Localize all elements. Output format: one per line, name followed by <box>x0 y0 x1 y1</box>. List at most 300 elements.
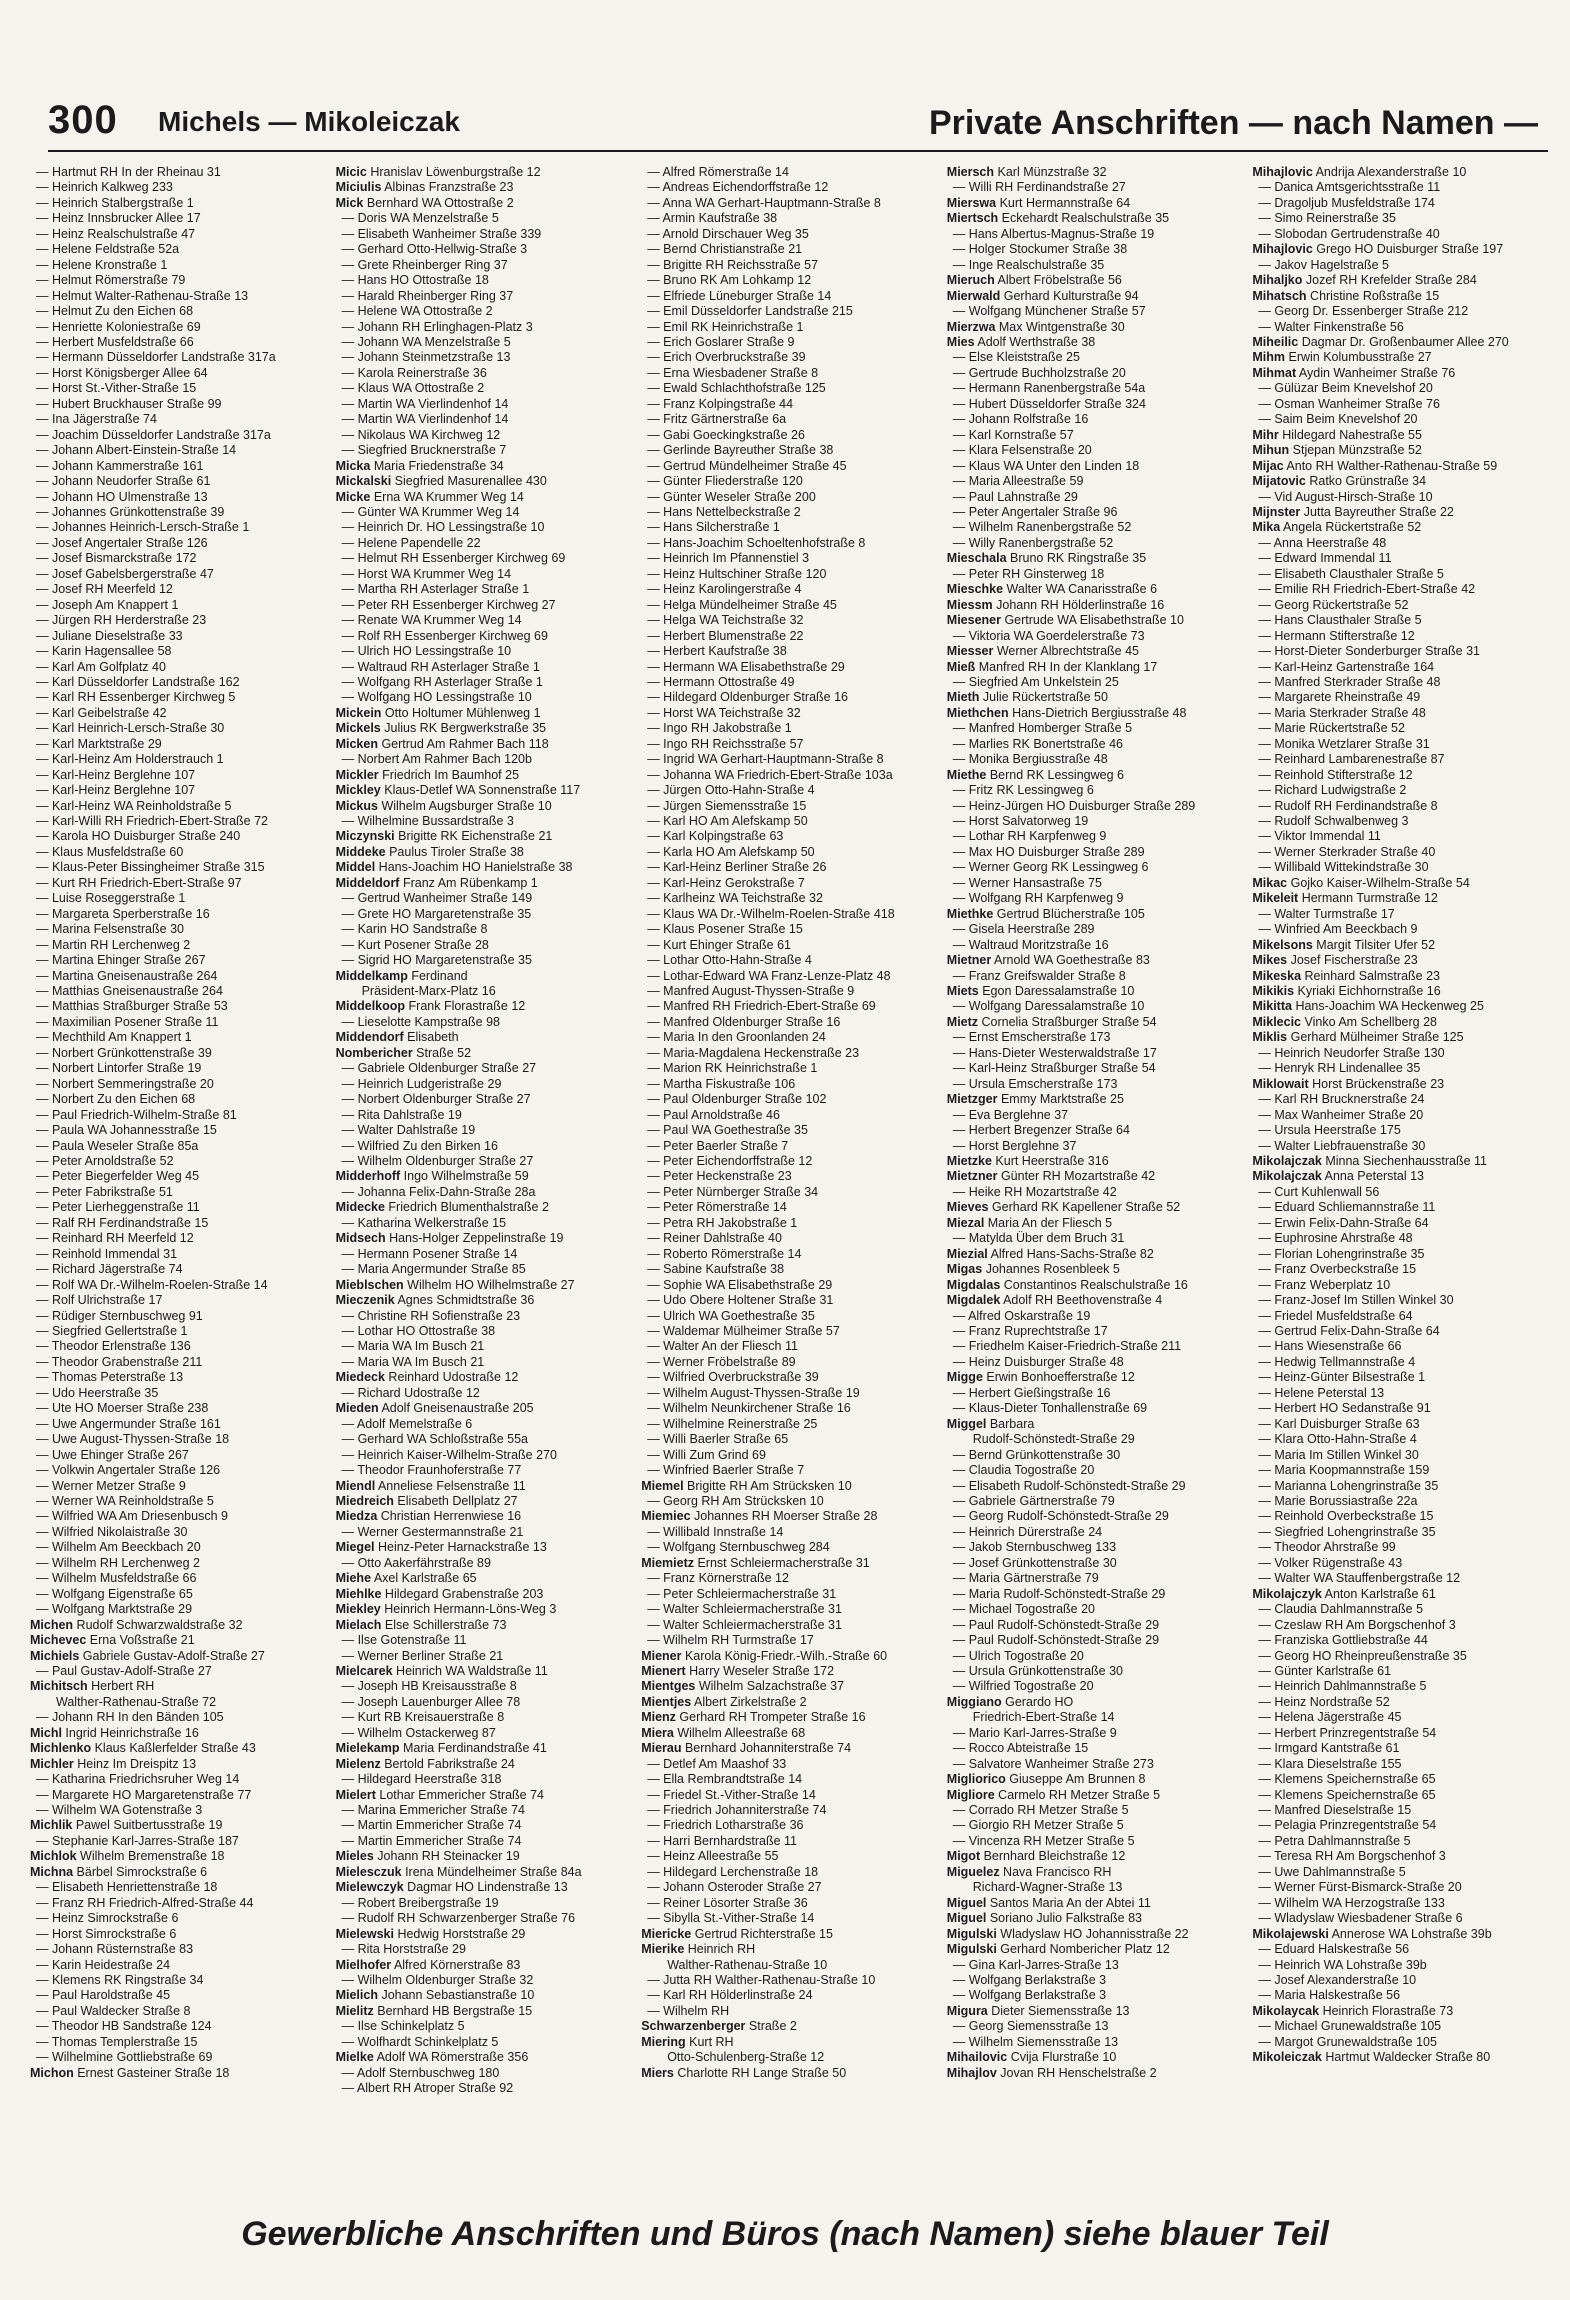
surname: Mielenz <box>335 1756 381 1771</box>
surname: Michon <box>30 2065 74 2080</box>
directory-entry: — Wilhelm Musfeldstraße 66 <box>36 1571 197 1586</box>
directory-entry: — Gisela Heerstraße 289 <box>952 922 1095 937</box>
directory-entry: — Richard Jägerstraße 74 <box>36 1262 183 1277</box>
directory-columns <box>30 165 1550 2200</box>
directory-entry: — Walter An der Fliesch 11 <box>647 1339 798 1354</box>
directory-entry: Migliorico Giuseppe Am Brunnen 8 <box>946 1772 1146 1787</box>
directory-entry: Mihajlovic Andrija Alexanderstraße 10 <box>1252 165 1467 179</box>
directory-entry: — Heinrich Kalkweg 233 <box>36 180 173 195</box>
directory-entry: Miegel Heinz-Peter Harnackstraße 13 <box>335 1540 547 1555</box>
surname: Mihmat <box>1252 365 1297 380</box>
directory-entry: Mietner Arnold WA Goethestraße 83 <box>946 953 1150 968</box>
surname: Mikikis <box>1252 984 1295 999</box>
directory-entry: — Franz Greifswalder Straße 8 <box>952 968 1126 983</box>
directory-entry: — Fritz RK Lessingweg 6 <box>952 783 1094 798</box>
directory-entry: — Georg Siemensstraße 13 <box>952 2019 1109 2034</box>
directory-entry: Mihatsch Christine Roßstraße 15 <box>1252 288 1440 303</box>
directory-entry: Mikolajczyk Anton Karlstraße 61 <box>1252 1586 1436 1601</box>
directory-entry: — Siegfried Am Unkelstein 25 <box>952 674 1119 689</box>
directory-entry: Mickley Klaus-Detlef WA Sonnenstraße 117 <box>335 783 581 798</box>
directory-entry: — Uwe Ehinger Straße 267 <box>36 1447 189 1462</box>
directory-entry: — Irmgard Kantstraße 61 <box>1258 1741 1400 1756</box>
directory-entry: — Erwin Felix-Dahn-Straße 64 <box>1258 1215 1429 1230</box>
surname: Mikoleiczak <box>1252 2050 1322 2065</box>
directory-entry: Michevec Erna Voßstraße 21 <box>30 1633 195 1648</box>
directory-entry: — Maria WA Im Busch 21 <box>341 1354 485 1369</box>
directory-entry: — Czeslaw RH Am Borgschenhof 3 <box>1258 1617 1456 1632</box>
directory-entry: — Monika Bergiusstraße 48 <box>952 752 1108 767</box>
surname: Migot <box>946 1849 981 1864</box>
directory-entry: — Wolfgang HO Lessingstraße 10 <box>341 690 532 705</box>
surname: Miekley <box>335 1602 381 1617</box>
surname: Mieblschen <box>335 1277 404 1292</box>
surname: Miedeck <box>335 1370 385 1385</box>
surname: Mielitz <box>335 2003 374 2018</box>
directory-entry: — Werner Hansastraße 75 <box>952 875 1102 890</box>
directory-entry: Miezal Maria An der Fliesch 5 <box>946 1215 1113 1230</box>
directory-entry: — Uwe Angermunder Straße 161 <box>36 1416 221 1431</box>
surname: Miemietz <box>641 1555 694 1570</box>
directory-entry: Mikolaycak Heinrich Florastraße 73 <box>1252 2003 1454 2018</box>
directory-column-4 <box>947 165 1245 2200</box>
directory-entry: — Hubert Düsseldorfer Straße 324 <box>952 396 1146 411</box>
directory-entry: — Fritz Gärtnerstraße 6a <box>647 412 787 427</box>
directory-entry: — Bruno RK Am Lohkamp 12 <box>647 273 812 288</box>
directory-entry: Middelkoop Frank Florastraße 12 <box>335 999 526 1014</box>
directory-entry: Miguel Santos Maria An der Abtei 11 <box>946 1895 1151 1910</box>
directory-entry: Mientges Wilhelm Salzachstraße 37 <box>641 1679 845 1694</box>
surname: Mihajlovic <box>1252 242 1313 257</box>
directory-entry: Mieschke Walter WA Canarisstraße 6 <box>946 582 1158 597</box>
surname: Miguel <box>946 1895 987 1910</box>
directory-entry: — Volkwin Angertaler Straße 126 <box>36 1463 221 1478</box>
directory-entry: Mietzner Günter RH Mozartstraße 42 <box>946 1169 1156 1184</box>
directory-entry: — Petra Dahlmannstraße 5 <box>1258 1833 1411 1848</box>
directory-entry: Mikolajewski Annerose WA Lohstraße 39b <box>1252 1926 1492 1941</box>
directory-entry: — Martha Fiskustraße 106 <box>647 1076 796 1091</box>
directory-entry: Miener Karola König-Friedr.-Wilh.-Straße 60 <box>641 1648 888 1663</box>
directory-entry: — Norbert Semmeringstraße 20 <box>36 1076 214 1091</box>
surname: Mickley <box>335 783 381 798</box>
directory-entry: — Günter Weseler Straße 200 <box>647 489 816 504</box>
directory-entry: — Werner Sterkrader Straße 40 <box>1258 844 1436 859</box>
directory-entry: — Karla HO Am Alefskamp 50 <box>647 844 815 859</box>
directory-entry: — Wolfgang Eigenstraße 65 <box>36 1586 193 1601</box>
directory-entry: Mieruch Albert Fröbelstraße 56 <box>946 273 1122 288</box>
directory-entry: — Paul Rudolf-Schönstedt-Straße 29 <box>952 1617 1160 1632</box>
directory-entry: Mikelsons Margit Tilsiter Ufer 52 <box>1252 937 1436 952</box>
directory-entry: — Johanna Felix-Dahn-Straße 28a <box>341 1184 536 1199</box>
directory-entry: — Norbert Zu den Eichen 68 <box>36 1092 196 1107</box>
directory-entry: — Gerhard WA Schloßstraße 55a <box>341 1432 529 1447</box>
directory-entry: — Karola HO Duisburger Straße 240 <box>36 829 241 844</box>
directory-entry: — Franz Körnerstraße 12 <box>647 1571 789 1586</box>
directory-entry: — Friedhelm Kaiser-Friedrich-Straße 211 <box>952 1339 1182 1354</box>
surname: Mieruch <box>946 273 995 288</box>
surname: Mieden <box>335 1401 379 1416</box>
directory-entry: — Volker Rügenstraße 43 <box>1258 1555 1403 1570</box>
directory-entry: Schwarzenberger Straße 2 <box>641 2019 797 2034</box>
surname: Mickus <box>335 798 378 813</box>
directory-entry: Mietzger Emmy Marktstraße 25 <box>946 1092 1124 1107</box>
directory-entry: — Michael Grunewaldstraße 105 <box>1258 2019 1442 2034</box>
directory-entry: — Gabriele Gärtnerstraße 79 <box>952 1493 1115 1508</box>
footer-note: Gewerbliche Anschriften und Büros (nach Namen) siehe blauer Teil <box>241 2215 1329 2253</box>
surname: Mierswa <box>946 195 997 210</box>
directory-entry: — Rita Dahlstraße 19 <box>341 1107 462 1122</box>
surname: Mijatovic <box>1252 474 1306 489</box>
directory-entry: — Günter Fliederstraße 120 <box>647 474 803 489</box>
directory-entry: — Werner Metzer Straße 9 <box>36 1478 186 1493</box>
directory-entry: Miering Kurt RH <box>641 2034 734 2049</box>
directory-entry: — Martin Emmericher Straße 74 <box>341 1818 522 1833</box>
directory-entry: Miehe Axel Karlstraße 65 <box>335 1571 477 1586</box>
directory-entry: — Henryk RH Lindenallee 35 <box>1258 1061 1421 1076</box>
directory-entry: Mieves Gerhard RK Kapellener Straße 52 <box>946 1200 1181 1215</box>
directory-entry: — Vincenza RH Metzer Straße 5 <box>952 1833 1135 1848</box>
directory-entry: Mihaljko Jozef RH Krefelder Straße 284 <box>1252 273 1477 288</box>
directory-entry: — Luise Roseggerstraße 1 <box>36 891 186 906</box>
directory-entry: — Joseph Am Knappert 1 <box>36 597 179 612</box>
surname: Miciulis <box>335 180 382 195</box>
surname: Mihm <box>1252 350 1286 365</box>
directory-entry: Mietz Cornelia Straßburger Straße 54 <box>946 1014 1157 1029</box>
directory-entry: — Karl Am Golfplatz 40 <box>36 659 166 674</box>
directory-entry: — Anna Heerstraße 48 <box>1258 535 1387 550</box>
directory-entry: — Horst Simrockstraße 6 <box>36 1926 177 1941</box>
directory-entry: — Heinrich Dr. HO Lessingstraße 10 <box>341 520 545 535</box>
directory-entry: — Stephanie Karl-Jarres-Straße 187 <box>36 1833 239 1848</box>
directory-entry: — Klemens RK Ringstraße 34 <box>36 1973 204 1988</box>
directory-entry: Otto-Schulenberg-Straße 12 <box>667 2050 825 2065</box>
directory-entry: Miesener Gertrude WA Elisabethstraße 10 <box>946 613 1184 628</box>
directory-entry: — Maria Halskestraße 56 <box>1258 1988 1401 2003</box>
directory-entry: — Elisabeth Rudolf-Schönstedt-Straße 29 <box>952 1478 1186 1493</box>
directory-entry: — Lieselotte Kampstraße 98 <box>341 1014 501 1029</box>
directory-entry: — Wolfgang Berlakstraße 3 <box>952 1973 1107 1988</box>
directory-entry: — Werner Berliner Straße 21 <box>341 1648 504 1663</box>
directory-entry: — Erich Overbruckstraße 39 <box>647 350 806 365</box>
directory-entry: — Sigrid HO Margaretenstraße 35 <box>341 953 532 968</box>
directory-entry: — Peter Lierheggenstraße 11 <box>36 1200 200 1215</box>
directory-entry: — Ute HO Moerser Straße 238 <box>36 1401 209 1416</box>
directory-entry: — Karl Geibelstraße 42 <box>36 705 167 720</box>
directory-entry: — Josef Grünkottenstraße 30 <box>952 1555 1117 1570</box>
directory-entry: — Adolf Memelstraße 6 <box>341 1416 473 1431</box>
directory-entry: — Hartmut RH In der Rheinau 31 <box>36 165 221 179</box>
surname: Miesser <box>946 644 994 659</box>
directory-entry: — Reiner Dahlstraße 40 <box>647 1231 782 1246</box>
directory-entry: — Gülüzar Beim Knevelshof 20 <box>1258 381 1433 396</box>
directory-entry: — Helga Mündelheimer Straße 45 <box>647 597 837 612</box>
directory-entry: — Peter Heckenstraße 23 <box>647 1169 792 1184</box>
directory-entry: — Herbert Gießingstraße 16 <box>952 1385 1111 1400</box>
directory-entry: — Horst Salvatorweg 19 <box>952 814 1089 829</box>
surname: Mienert <box>641 1663 686 1678</box>
surname: Mihajlovic <box>1252 165 1313 179</box>
directory-entry: — Marion RK Heinrichstraße 1 <box>647 1061 818 1076</box>
surname: Mikolajczak <box>1252 1169 1322 1184</box>
directory-entry: — Udo Heerstraße 35 <box>36 1385 159 1400</box>
directory-entry: — Ernst Emscherstraße 173 <box>952 1030 1111 1045</box>
surname: Miedza <box>335 1509 378 1524</box>
directory-entry: Miczynski Brigitte RK Eichenstraße 21 <box>335 829 553 844</box>
directory-entry: — Marlies RK Bonertstraße 46 <box>952 736 1123 751</box>
directory-entry: — Hubert Bruckhauser Straße 99 <box>36 396 222 411</box>
surname: Mijac <box>1252 458 1284 473</box>
directory-entry: — Peter Biegerfelder Weg 45 <box>36 1169 200 1184</box>
directory-entry: — Walter Turmstraße 17 <box>1258 906 1395 921</box>
section-title: Private Anschriften — nach Namen — <box>928 104 1538 142</box>
directory-entry: — Heinz-Günter Bilsestraße 1 <box>1258 1370 1426 1385</box>
directory-entry: Mienz Gerhard RH Trompeter Straße 16 <box>641 1710 866 1725</box>
directory-entry: — Hermann Ottostraße 49 <box>647 674 795 689</box>
directory-entry: — Uwe Dahlmannstraße 5 <box>1258 1864 1406 1879</box>
directory-entry: — Karin Hagensallee 58 <box>36 644 172 659</box>
directory-entry: Mieblschen Wilhelm HO Wilhelmstraße 27 <box>335 1277 575 1292</box>
directory-entry: — Franz Kolpingstraße 44 <box>647 396 794 411</box>
directory-entry: Middel Hans-Joachim HO Hanielstraße 38 <box>335 860 573 875</box>
surname: Miklowait <box>1252 1076 1309 1091</box>
directory-entry: — Paula WA Johannesstraße 15 <box>36 1123 217 1138</box>
directory-entry: — Georg Dr. Essenberger Straße 212 <box>1258 304 1469 319</box>
directory-entry: — Ilse Schinkelplatz 5 <box>341 2019 465 2034</box>
directory-entry: — Hildegard Oldenburger Straße 16 <box>647 690 848 705</box>
directory-entry: — Petra RH Jakobstraße 1 <box>647 1215 798 1230</box>
directory-entry: — Peter Baerler Straße 7 <box>647 1138 789 1153</box>
surname: Mietzger <box>946 1092 998 1107</box>
directory-entry: — Herbert Kaufstraße 38 <box>647 644 787 659</box>
directory-entry: Miethke Gertrud Blücherstraße 105 <box>946 906 1145 921</box>
surname: Michna <box>30 1864 74 1879</box>
directory-entry: Michen Rudolf Schwarzwaldstraße 32 <box>30 1617 243 1632</box>
surname: Mikeleit <box>1252 891 1299 906</box>
directory-entry: Michna Bärbel Simrockstraße 6 <box>30 1864 208 1879</box>
directory-entry: — Klaus WA Unter den Linden 18 <box>952 458 1140 473</box>
directory-entry: — Helene WA Ottostraße 2 <box>341 304 493 319</box>
directory-entry: — Klemens Speichernstraße 65 <box>1258 1772 1436 1787</box>
directory-entry: — Richard Ludwigstraße 2 <box>1258 783 1407 798</box>
directory-entry: — Karl Düsseldorfer Landstraße 162 <box>36 674 240 689</box>
directory-entry: Mierzwa Max Wintgenstraße 30 <box>946 319 1125 334</box>
surname: Mielert <box>335 1787 376 1802</box>
surname: Mieth <box>946 690 980 705</box>
directory-entry: Michl Ingrid Heinrichstraße 16 <box>30 1725 199 1740</box>
directory-entry: — Rita Horststraße 29 <box>341 1942 466 1957</box>
surname: Mientjes <box>641 1694 692 1709</box>
directory-entry: Mikoleiczak Hartmut Waldecker Straße 80 <box>1252 2050 1491 2065</box>
directory-entry: Miesser Werner Albrechtstraße 45 <box>946 644 1140 659</box>
directory-entry: — Wilfried Togostraße 20 <box>952 1679 1094 1694</box>
surname: Micke <box>335 489 371 504</box>
surname: Michler <box>30 1756 74 1771</box>
directory-entry: — Rolf Ulrichstraße 17 <box>36 1293 163 1308</box>
surname: Miesener <box>946 613 1001 628</box>
directory-entry: — Gabi Goeckingkstraße 26 <box>647 427 805 442</box>
directory-entry: — Georg RH Am Strücksken 10 <box>647 1493 824 1508</box>
directory-entry: — Siegfried Gellertstraße 1 <box>36 1323 188 1338</box>
directory-entry: — Josef Gabelsbergerstraße 47 <box>36 566 214 581</box>
directory-entry: — Maria Gärtnerstraße 79 <box>952 1571 1099 1586</box>
directory-entry: — Willibald Wittekindstraße 30 <box>1258 860 1429 875</box>
directory-entry: Mihajlov Jovan RH Henschelstraße 2 <box>946 2065 1157 2080</box>
directory-entry: — Paul WA Goethestraße 35 <box>647 1123 808 1138</box>
directory-entry: Mikeska Reinhard Salmstraße 23 <box>1252 968 1440 983</box>
directory-entry: — Wilhelmine Reinerstraße 25 <box>647 1416 818 1431</box>
directory-entry: — Johann Neudorfer Straße 61 <box>36 474 211 489</box>
surname: Mienz <box>641 1710 676 1725</box>
directory-entry: Mieles Johann RH Steinacker 19 <box>335 1849 520 1864</box>
directory-entry: — Horst-Dieter Sonderburger Straße 31 <box>1258 644 1480 659</box>
directory-entry: — Theodor Grabenstraße 211 <box>36 1354 203 1369</box>
directory-entry: Migas Johannes Rosenbleek 5 <box>946 1262 1120 1277</box>
surname: Miegel <box>335 1540 375 1555</box>
directory-entry: — Katharina Friedrichsruher Weg 14 <box>36 1772 240 1787</box>
directory-entry: — Emil RK Heinrichstraße 1 <box>647 319 804 334</box>
surname: Mikolaycak <box>1252 2003 1320 2018</box>
surname: Migura <box>946 2003 988 2018</box>
surname: Miemiec <box>641 1509 691 1524</box>
directory-entry: Micka Maria Friedenstraße 34 <box>335 458 504 473</box>
directory-entry: Mieschala Bruno RK Ringstraße 35 <box>946 551 1147 566</box>
directory-entry: — Horst WA Krummer Weg 14 <box>341 566 512 581</box>
directory-entry: — Reinhard RH Meerfeld 12 <box>36 1231 194 1246</box>
surname: Miezal <box>946 1215 985 1230</box>
directory-entry: Mieth Julie Rückertstraße 50 <box>946 690 1108 705</box>
directory-entry: — Eva Berglehne 37 <box>952 1107 1069 1122</box>
surname: Mikitta <box>1252 999 1292 1014</box>
directory-entry: — Wilhelm Ranenbergstraße 52 <box>952 520 1132 535</box>
directory-entry: — Manfred Oldenburger Straße 16 <box>647 1014 841 1029</box>
directory-entry: — Norbert Grünkottenstraße 39 <box>36 1045 212 1060</box>
directory-entry: — Marianna Lohengrinstraße 35 <box>1258 1478 1439 1493</box>
directory-entry: Miciulis Albinas Franzstraße 23 <box>335 180 514 195</box>
directory-entry: — Franz-Josef Im Stillen Winkel 30 <box>1258 1293 1454 1308</box>
directory-entry: — Karl-Heinz Berliner Straße 26 <box>647 860 827 875</box>
directory-entry: Mientjes Albert Zirkelstraße 2 <box>641 1694 807 1709</box>
directory-entry: Mikac Gojko Kaiser-Wilhelm-Straße 54 <box>1252 875 1470 890</box>
directory-entry: — Jürgen RH Herderstraße 23 <box>36 613 207 628</box>
directory-entry: — Paul Oldenburger Straße 102 <box>647 1092 827 1107</box>
directory-entry: — Willi Baerler Straße 65 <box>647 1432 789 1447</box>
directory-entry: — Norbert Am Rahmer Bach 120b <box>341 752 532 767</box>
directory-entry: — Wolfgang Marktstraße 29 <box>36 1602 193 1617</box>
directory-entry: — Martin WA Vierlindenhof 14 <box>341 412 509 427</box>
directory-entry: — Johanna WA Friedrich-Ebert-Straße 103a <box>647 767 893 782</box>
directory-entry: Mieczenik Agnes Schmidtstraße 36 <box>335 1293 535 1308</box>
directory-entry: — Hedwig Tellmannstraße 4 <box>1258 1354 1416 1369</box>
directory-entry: — Willi RH Ferdinandstraße 27 <box>952 180 1126 195</box>
directory-entry: — Heinrich Stalbergstraße 1 <box>36 195 194 210</box>
directory-entry: — Vid August-Hirsch-Straße 10 <box>1258 489 1433 504</box>
directory-entry: — Emilie RH Friedrich-Ebert-Straße 42 <box>1258 582 1476 597</box>
directory-entry: — Heinrich Dahlmannstraße 5 <box>1258 1679 1427 1694</box>
surname: Miethe <box>946 767 987 782</box>
directory-entry: — Gina Karl-Jarres-Straße 13 <box>952 1957 1119 1972</box>
directory-entry: — Claudia Togostraße 20 <box>952 1463 1095 1478</box>
directory-entry: — Klara Otto-Hahn-Straße 4 <box>1258 1432 1417 1447</box>
directory-entry: — Paul Haroldstraße 45 <box>36 1988 171 2003</box>
directory-entry: Miemietz Ernst Schleiermacherstraße 31 <box>641 1555 870 1570</box>
surname: Michlenko <box>30 1741 92 1756</box>
directory-entry: — Heinrich Kaiser-Wilhelm-Straße 270 <box>341 1447 557 1462</box>
directory-entry: — Hans-Joachim Schoeltenhofstraße 8 <box>647 535 866 550</box>
directory-entry: — Siegfried Lohengrinstraße 35 <box>1258 1524 1436 1539</box>
directory-entry: Michlik Pawel Suitbertusstraße 19 <box>30 1818 223 1833</box>
directory-entry: — Matthias Gneisenaustraße 264 <box>36 984 223 999</box>
directory-entry: — Martina Ehinger Straße 267 <box>36 953 206 968</box>
surname: Miklecic <box>1252 1014 1302 1029</box>
directory-entry: — Herbert Blumenstraße 22 <box>647 628 804 643</box>
directory-entry: Mielich Johann Sebastianstraße 10 <box>335 1988 535 2003</box>
directory-entry: — Friedrich Johanniterstraße 74 <box>647 1803 827 1818</box>
surname: Mika <box>1252 520 1281 535</box>
surname: Micka <box>335 458 371 473</box>
directory-entry: — Wolfgang Münchener Straße 57 <box>952 304 1146 319</box>
directory-entry: — Reinhold Stifterstraße 12 <box>1258 767 1413 782</box>
surname: Michevec <box>30 1633 87 1648</box>
directory-entry: — Johann RH Erlinghagen-Platz 3 <box>341 319 533 334</box>
directory-entry: — Martin Emmericher Straße 74 <box>341 1833 522 1848</box>
directory-entry: Miguelez Nava Francisco RH <box>946 1864 1112 1879</box>
directory-entry: Miers Charlotte RH Lange Straße 50 <box>641 2065 847 2080</box>
directory-entry: — Günter WA Krummer Weg 14 <box>341 504 520 519</box>
directory-entry: Mickler Friedrich Im Baumhof 25 <box>335 767 520 782</box>
directory-entry: — Corrado RH Metzer Straße 5 <box>952 1803 1129 1818</box>
directory-entry: — Wilhelm RH <box>647 2003 730 2018</box>
directory-entry: — Inge Realschulstraße 35 <box>952 257 1105 272</box>
directory-entry: — Anna WA Gerhart-Hauptmann-Straße 8 <box>647 195 881 210</box>
directory-entry: Mikikis Kyriaki Eichhornstraße 16 <box>1252 984 1441 999</box>
directory-entry: — Harri Bernhardstraße 11 <box>647 1833 798 1848</box>
directory-entry: — Karl-Heinz WA Reinholdstraße 5 <box>36 798 232 813</box>
directory-entry: — Kurt Ehinger Straße 61 <box>647 937 792 952</box>
directory-entry: Walther-Rathenau-Straße 10 <box>667 1957 828 1972</box>
directory-entry: Middeke Paulus Tiroler Straße 38 <box>335 844 524 859</box>
directory-entry: — Gertrud Felix-Dahn-Straße 64 <box>1258 1323 1440 1338</box>
directory-entry: — Euphrosine Ahrstraße 48 <box>1258 1231 1413 1246</box>
surname: Mierwald <box>946 288 1001 303</box>
directory-entry: — Mechthild Am Knappert 1 <box>36 1030 192 1045</box>
directory-entry: — Hans Silcherstraße 1 <box>647 520 780 535</box>
directory-entry: — Matylda Über dem Bruch 31 <box>952 1231 1125 1246</box>
surname: Miera <box>641 1725 674 1740</box>
surname: Miets <box>946 984 979 999</box>
directory-entry: — Hans-Dieter Westerwaldstraße 17 <box>952 1045 1157 1060</box>
surname: Middendorf <box>335 1030 404 1045</box>
directory-entry: — Danica Amtsgerichtsstraße 11 <box>1258 180 1441 195</box>
surname: Mickels <box>335 721 381 736</box>
directory-entry: — Lothar HO Ottostraße 38 <box>341 1323 496 1338</box>
directory-entry: — Manfred RH Friedrich-Ebert-Straße 69 <box>647 999 876 1014</box>
directory-entry: — Siegfried Brucknerstraße 7 <box>341 443 507 458</box>
directory-entry: — Herbert Bregenzer Straße 64 <box>952 1123 1130 1138</box>
directory-entry: Midderhoff Ingo Wilhelmstraße 59 <box>335 1169 529 1184</box>
directory-entry: — Teresa RH Am Borgschenhof 3 <box>1258 1849 1446 1864</box>
directory-entry: — Franz RH Friedrich-Alfred-Straße 44 <box>36 1895 254 1910</box>
directory-entry: — Karl-Heinz Gerokstraße 7 <box>647 875 805 890</box>
directory-entry: — Osman Wanheimer Straße 76 <box>1258 396 1440 411</box>
surname: Miessm <box>946 597 993 612</box>
directory-entry: Miersch Karl Münzstraße 32 <box>946 165 1107 179</box>
surname: Micic <box>335 165 367 179</box>
directory-entry: Middendorf Elisabeth <box>335 1030 459 1045</box>
directory-entry: — Hans Clausthaler Straße 5 <box>1258 613 1422 628</box>
directory-entry: — Ulrich HO Lessingstraße 10 <box>341 644 512 659</box>
directory-entry: Michon Ernest Gasteiner Straße 18 <box>30 2065 230 2080</box>
directory-entry: — Robert Breibergstraße 19 <box>341 1895 499 1910</box>
directory-entry: — Paul Rudolf-Schönstedt-Straße 29 <box>952 1633 1160 1648</box>
